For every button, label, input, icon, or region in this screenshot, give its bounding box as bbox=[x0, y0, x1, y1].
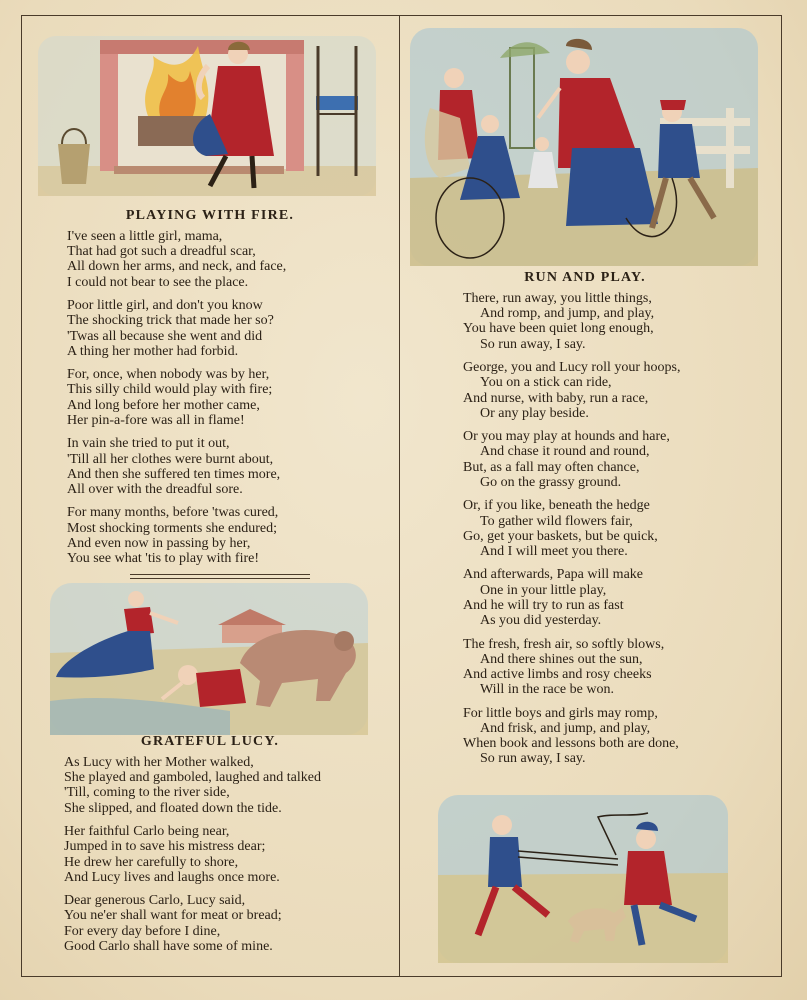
poem-line: George, you and Lucy roll your hoops, bbox=[463, 360, 681, 376]
stanza bbox=[67, 367, 286, 428]
poem-line: Her pin-a-fore was all in flame! bbox=[67, 412, 245, 428]
poem-line: All over with the dreadful sore. bbox=[67, 481, 243, 497]
poem-line: The fresh, fresh air, so softly blows, bbox=[463, 636, 665, 652]
stanza bbox=[67, 436, 286, 497]
poem-line: Dear generous Carlo, Lucy said, bbox=[64, 893, 246, 909]
poem-line: The shocking trick that made her so? bbox=[67, 313, 274, 329]
poem-line: You on a stick can ride, bbox=[480, 375, 612, 391]
poem-line: As you did yesterday. bbox=[480, 613, 602, 629]
poem-line: And chase it round and round, bbox=[480, 444, 650, 460]
poem-line: And afterwards, Papa will make bbox=[463, 567, 643, 583]
poem-line: She slipped, and floated down the tide. bbox=[64, 800, 282, 816]
illustration-dog-rescues-lucy bbox=[50, 583, 368, 735]
poem-line: Or you may play at hounds and hare, bbox=[463, 429, 670, 445]
poem-line: Will in the race be won. bbox=[480, 682, 614, 698]
poem-line: And long before her mother came, bbox=[67, 397, 260, 413]
poem-line: To gather wild flowers fair, bbox=[480, 513, 633, 529]
section-rule bbox=[130, 574, 310, 579]
poem-line: And I will meet you there. bbox=[480, 543, 628, 559]
poem-line: He drew her carefully to shore, bbox=[64, 854, 239, 870]
poem-line: There, run away, you little things, bbox=[463, 291, 652, 306]
poem-line: For little boys and girls may romp, bbox=[463, 705, 658, 721]
poem-line: Poor little girl, and don't you know bbox=[67, 298, 263, 314]
poem-line: Or any play beside. bbox=[480, 405, 589, 421]
poem-line: But, as a fall may often chance, bbox=[463, 459, 640, 475]
illustration-girl-playing-with-fire bbox=[38, 36, 376, 196]
poem-line: 'Till, coming to the river side, bbox=[64, 785, 230, 801]
poem-line: Good Carlo shall have some of mine. bbox=[64, 938, 273, 954]
poem-line: So run away, I say. bbox=[480, 751, 586, 767]
stanza bbox=[67, 298, 286, 359]
column-divider bbox=[399, 15, 400, 977]
poem-line: Jumped in to save his mistress dear; bbox=[64, 839, 266, 855]
poem-line: That had got such a dreadful scar, bbox=[67, 244, 256, 260]
stanza bbox=[463, 637, 680, 698]
poem-line: You see what 'tis to play with fire! bbox=[67, 551, 260, 567]
poem-playing-with-fire bbox=[67, 229, 286, 575]
poem-line: And he will try to run as fast bbox=[463, 597, 624, 613]
poem-line: 'Twas all because she went and did bbox=[67, 328, 263, 344]
poem-line: You have been quiet long enough, bbox=[463, 321, 654, 337]
poem-line: I could not bear to see the place. bbox=[67, 274, 249, 290]
poem-line: For every day before I dine, bbox=[64, 923, 221, 939]
poem-line: Or, if you like, beneath the hedge bbox=[463, 498, 650, 514]
poem-line: And nurse, with baby, run a race, bbox=[463, 390, 649, 406]
stanza bbox=[463, 567, 680, 628]
poem-line: You ne'er shall want for meat or bread; bbox=[64, 908, 282, 924]
illustration-children-at-play bbox=[410, 28, 758, 266]
stanza bbox=[463, 498, 680, 559]
poem-line: One in your little play, bbox=[480, 582, 607, 598]
illustration-boys-racing-with-dog bbox=[438, 795, 728, 963]
stanza bbox=[463, 429, 680, 490]
poem-line: Her faithful Carlo being near, bbox=[64, 824, 230, 840]
poem-line: Most shocking torments she endured; bbox=[67, 520, 277, 536]
poem-line: Go on the grassy ground. bbox=[480, 474, 622, 490]
title-run-and-play: RUN AND PLAY. bbox=[524, 270, 646, 285]
stanza bbox=[463, 360, 680, 421]
poem-line: As Lucy with her Mother walked, bbox=[64, 755, 254, 770]
poem-line: She played and gamboled, laughed and talked bbox=[64, 770, 321, 786]
poem-line: And then she suffered ten times more, bbox=[67, 466, 281, 482]
poem-line: 'Till all her clothes were burnt about, bbox=[67, 451, 274, 467]
stanza bbox=[67, 229, 286, 290]
poem-grateful-lucy bbox=[64, 755, 321, 962]
poem-line: And Lucy lives and laughs once more. bbox=[64, 869, 280, 885]
stanza bbox=[64, 893, 321, 954]
poem-line: I've seen a little girl, mama, bbox=[67, 229, 223, 244]
stanza bbox=[463, 706, 680, 767]
poem-line: For many months, before 'twas cured, bbox=[67, 505, 279, 521]
poem-line: So run away, I say. bbox=[480, 336, 586, 352]
poem-line: And even now in passing by her, bbox=[67, 535, 251, 551]
stanza bbox=[463, 291, 680, 352]
poem-line: And active limbs and rosy cheeks bbox=[463, 666, 652, 682]
poem-line: And romp, and jump, and play, bbox=[480, 306, 655, 322]
stanza bbox=[64, 824, 321, 885]
stanza bbox=[64, 755, 321, 816]
title-playing-with-fire: PLAYING WITH FIRE. bbox=[125, 208, 295, 223]
poem-line: All down her arms, and neck, and face, bbox=[67, 259, 287, 275]
poem-line: A thing her mother had forbid. bbox=[67, 343, 239, 359]
poem-line: In vain she tried to put it out, bbox=[67, 436, 230, 452]
poem-run-and-play bbox=[463, 291, 680, 775]
poem-line: This silly child would play with fire; bbox=[67, 382, 273, 398]
poem-line: And frisk, and jump, and play, bbox=[480, 720, 651, 736]
poem-line: Go, get your baskets, but be quick, bbox=[463, 528, 658, 544]
poem-line: When book and lessons both are done, bbox=[463, 736, 679, 752]
stanza bbox=[67, 505, 286, 566]
poem-line: And there shines out the sun, bbox=[480, 651, 643, 667]
poem-line: For, once, when nobody was by her, bbox=[67, 367, 270, 383]
title-grateful-lucy: GRATEFUL LUCY. bbox=[140, 734, 280, 749]
